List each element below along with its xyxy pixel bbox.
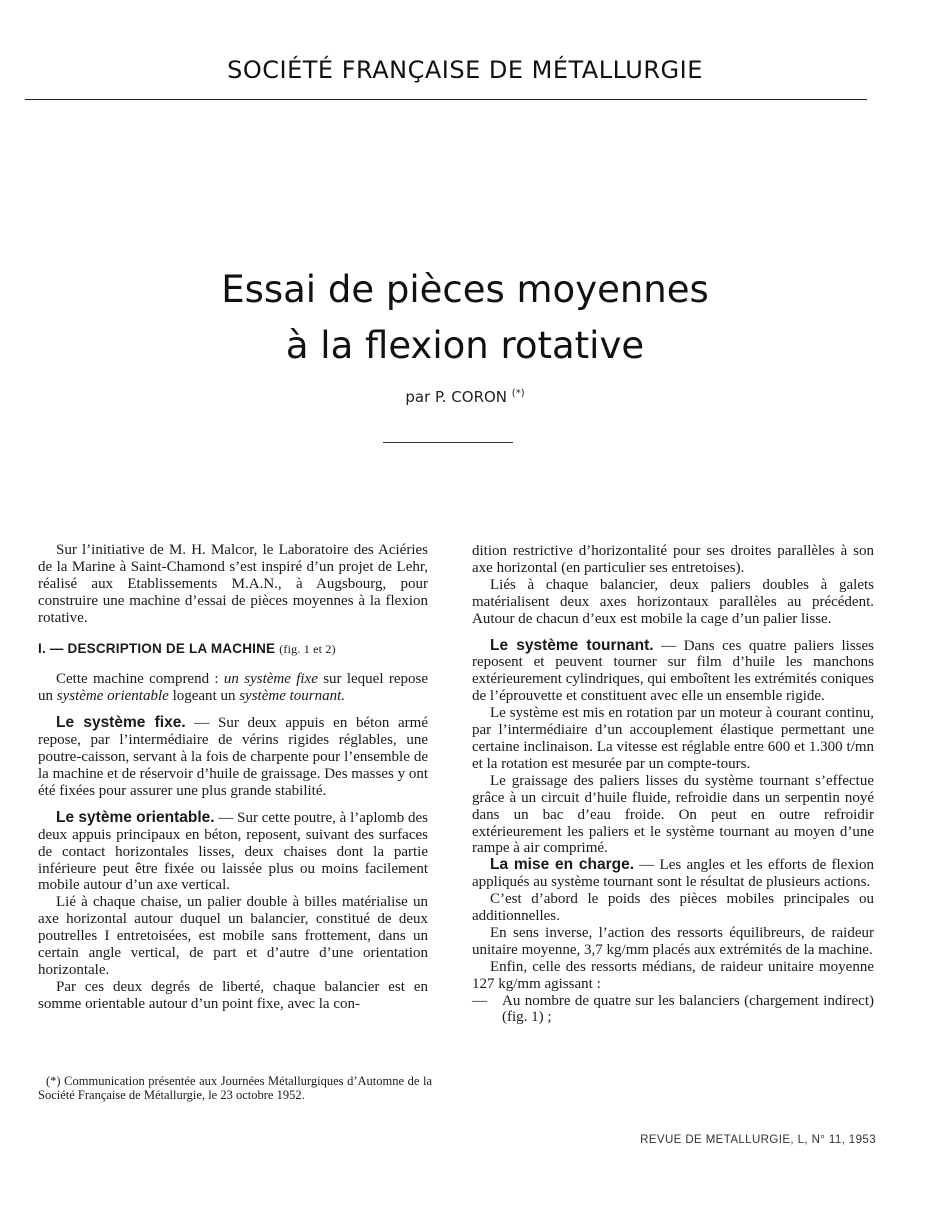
ressorts-paragraph: En sens inverse, l’action des ressorts équilibreurs, de raideur unitaire moyenne, 3,7 kg/mm placés aux extrémités de la machine. xyxy=(472,924,874,958)
lies-paragraph: Liés à chaque balancier, deux paliers doubles à galets matérialisent deux axes horizontaux parallèles au précédent. Autour de chacun d’eux est mobile la cage d’un palier lisse. xyxy=(472,576,874,627)
byline xyxy=(0,388,930,406)
right-column xyxy=(472,543,874,1026)
fixe-text: — Sur deux appuis en béton armé repose, par l’intermédiaire de vérins rigides réglables, une poutre-caisson, servant à la fois de charpente pour l’ensemble de la machine et de réservoir d’huile de graissage. Des masses y ont été fixées pour assurer une plus grande stabilité. xyxy=(38,715,428,799)
author: par P. CORON xyxy=(405,388,508,406)
fixe-lead: Le système fixe. xyxy=(56,714,186,732)
charge-lead: La mise en charge. xyxy=(490,856,635,874)
orientable-paragraph xyxy=(38,810,428,895)
graissage-paragraph: Le graissage des paliers lisses du système tournant s’effectue grâce à un circuit d’huile fluide, refroidie dans un serpentin noyé dans un bac d’eau froide. On peut en outre refroidir extérieurement les paliers et le système tournant au moyen d’une rampe à air comprimé. xyxy=(472,772,874,857)
machine-text-c: logeant un xyxy=(172,688,236,705)
list-item-dash: — xyxy=(472,992,487,1009)
title-line-2: à la flexion rotative xyxy=(285,324,645,367)
footnote xyxy=(38,1074,432,1102)
header-rule xyxy=(25,99,867,100)
footnote-text: (*) Communication présentée aux Journées Métallurgiques d’Automne de la Société Française de Métallurgie, le 23 octobre 1952. xyxy=(38,1074,432,1102)
charge-paragraph xyxy=(472,857,874,891)
title-line-1: Essai de pièces moyennes xyxy=(221,268,709,311)
left-column xyxy=(38,542,428,1013)
section-heading xyxy=(38,641,428,658)
machine-em-3: système tournant. xyxy=(239,688,346,705)
orientable-lead: Le sytème orientable. xyxy=(56,808,215,826)
machine-em-1: un système fixe xyxy=(223,671,318,688)
journal-reference: REVUE DE METALLURGIE, L, N° 11, 1953 xyxy=(640,1134,876,1146)
list-item xyxy=(472,993,874,1027)
machine-paragraph xyxy=(38,671,428,705)
rotation-paragraph: Le système est mis en rotation par un moteur à courant continu, par l’intermédiaire d’un accouplement élastique permettant une certaine inclinaison. La vitesse est réglable entre 600 et 1.300 t/mn et la rotation est mesurée par un compte-tours. xyxy=(472,705,874,772)
orientable-text: — Sur cette poutre, à l’aplomb des deux appuis principaux en béton, reposent, suivant des surfaces de contact horizontales lisses, deux chaises dont la partie inférieure peut être fixée ou laissée plus ou moins facilement mobile autour d’un axe vertical. xyxy=(38,809,428,894)
society-header: SOCIÉTÉ FRANÇAISE DE MÉTALLURGIE xyxy=(227,56,703,84)
tournant-text: — Dans ces quatre paliers lisses reposent et peuvent tourner sur film d’huile les manchons extérieurement cylindriques, qui emboîtent les extrémités coniques de l’éprouvette et constituent avec elle un ensemble rigide. xyxy=(472,637,874,705)
machine-em-2: système orientable xyxy=(56,688,169,705)
author-footnote-mark: (*) xyxy=(511,388,525,399)
title-divider xyxy=(383,442,513,443)
medians-paragraph: Enfin, celle des ressorts médians, de raideur unitaire moyenne 127 kg/mm agissant : xyxy=(472,958,874,992)
charge-text: — Les angles et les efforts de flexion appliqués au système tournant sont le résultat de plusieurs actions. xyxy=(472,857,874,891)
fixe-paragraph xyxy=(38,715,428,800)
machine-text-b: sur lequel repose un xyxy=(38,671,428,705)
lie-paragraph: Lié à chaque chaise, un palier double à billes matérialise un axe horizontal autour duquel un balancier, constitué de deux poutrelles I entretoisées, est mobile sans frottement, dans un certain angle vertical, de part et d’autre d’une orientation horizontale. xyxy=(38,894,428,978)
tournant-paragraph xyxy=(472,638,874,706)
machine-text-a: Cette machine comprend : xyxy=(56,671,219,688)
continuation-paragraph: dition restrictive d’horizontalité pour ses droites parallèles à son axe horizontal (en particulier ses entretoises). xyxy=(472,543,874,576)
poids-paragraph: C’est d’abord le poids des pièces mobiles principales ou additionnelles. xyxy=(472,891,874,925)
intro-paragraph: Sur l’initiative de M. H. Malcor, le Laboratoire des Aciéries de la Marine à Saint-Chamond s’est inspiré d’un projet de Lehr, réalisé aux Etablissements M.A.N., à Augsbourg, pour construire une machine d’essai de pièces moyennes à la flexion rotative. xyxy=(38,542,428,626)
article-title xyxy=(0,262,930,374)
section-title: I. — DESCRIPTION DE LA MACHINE xyxy=(38,640,276,656)
par-paragraph: Par ces deux degrés de liberté, chaque balancier est en somme orientable autour d’un point fixe, avec la con- xyxy=(38,978,428,1012)
list-item-text: Au nombre de quatre sur les balanciers (chargement indirect) (fig. 1) ; xyxy=(502,992,874,1026)
section-figure-ref: (fig. 1 et 2) xyxy=(279,641,336,656)
tournant-lead: Le système tournant. xyxy=(490,636,654,654)
